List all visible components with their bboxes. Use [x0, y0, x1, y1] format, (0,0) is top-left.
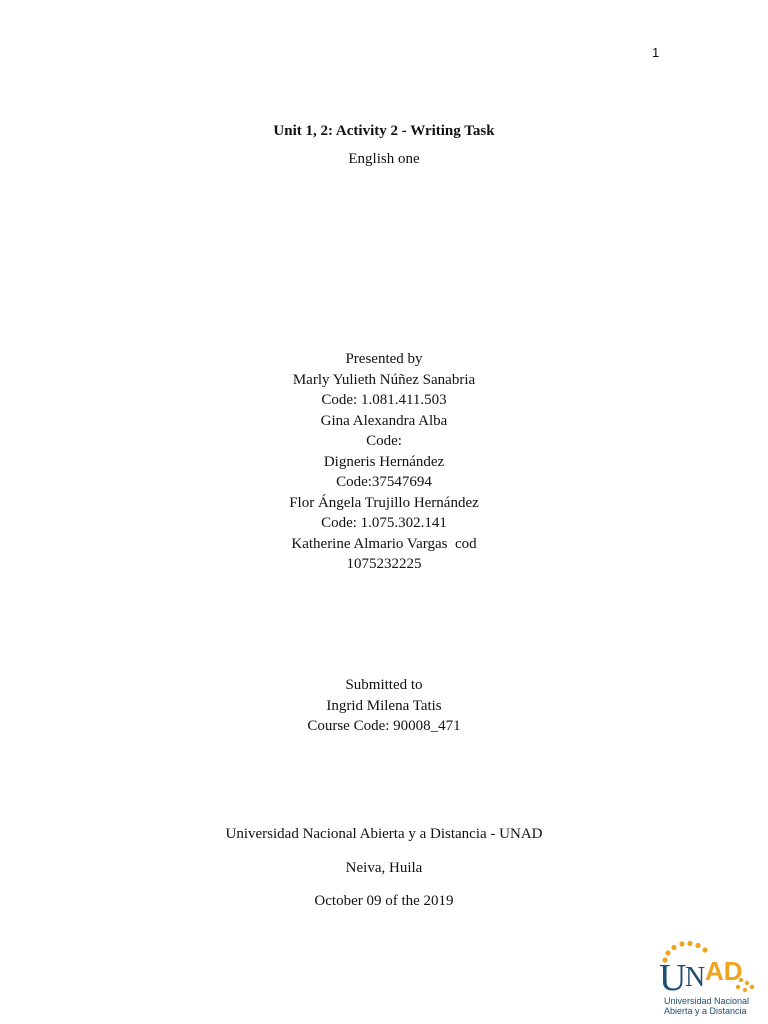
author-line: 1075232225: [346, 556, 422, 572]
logo-u: U: [659, 957, 687, 999]
course-code: Course Code: 90008_471: [307, 718, 461, 734]
presented-by-heading: Presented by: [345, 351, 423, 367]
unad-logo-mark: [655, 940, 765, 1000]
course-name: English one: [348, 151, 420, 167]
university-name: Universidad Nacional Abierta y a Distancia - UNAD: [225, 826, 543, 842]
author-line: Code: 1.081.411.503: [321, 392, 447, 408]
author-line: Code:37547694: [336, 474, 432, 490]
logo-caption-line1: Universidad Nacional: [664, 996, 750, 1006]
city: Neiva, Huila: [345, 860, 423, 876]
document-title: Unit 1, 2: Activity 2 - Writing Task: [273, 123, 495, 139]
logo-ad: AD: [705, 956, 743, 986]
date: October 09 of the 2019: [314, 893, 454, 909]
author-line: Digneris Hernández: [323, 454, 445, 470]
author-line: Marly Yulieth Núñez Sanabria: [292, 372, 476, 388]
author-line: Code: 1.075.302.141: [321, 515, 447, 531]
unad-logo: [655, 940, 765, 1024]
submitted-to-heading: Submitted to: [345, 677, 423, 693]
author-line: Flor Ángela Trujillo Hernández: [289, 495, 479, 511]
author-line: Katherine Almario Vargas cod: [291, 536, 477, 552]
author-line: Gina Alexandra Alba: [320, 413, 448, 429]
teacher-name: Ingrid Milena Tatis: [326, 698, 442, 714]
logo-n: N: [685, 962, 706, 993]
logo-caption-line2: Abierta y a Distancia: [664, 1006, 747, 1016]
page-number: 1: [652, 45, 660, 60]
author-line: Code:: [366, 433, 402, 449]
